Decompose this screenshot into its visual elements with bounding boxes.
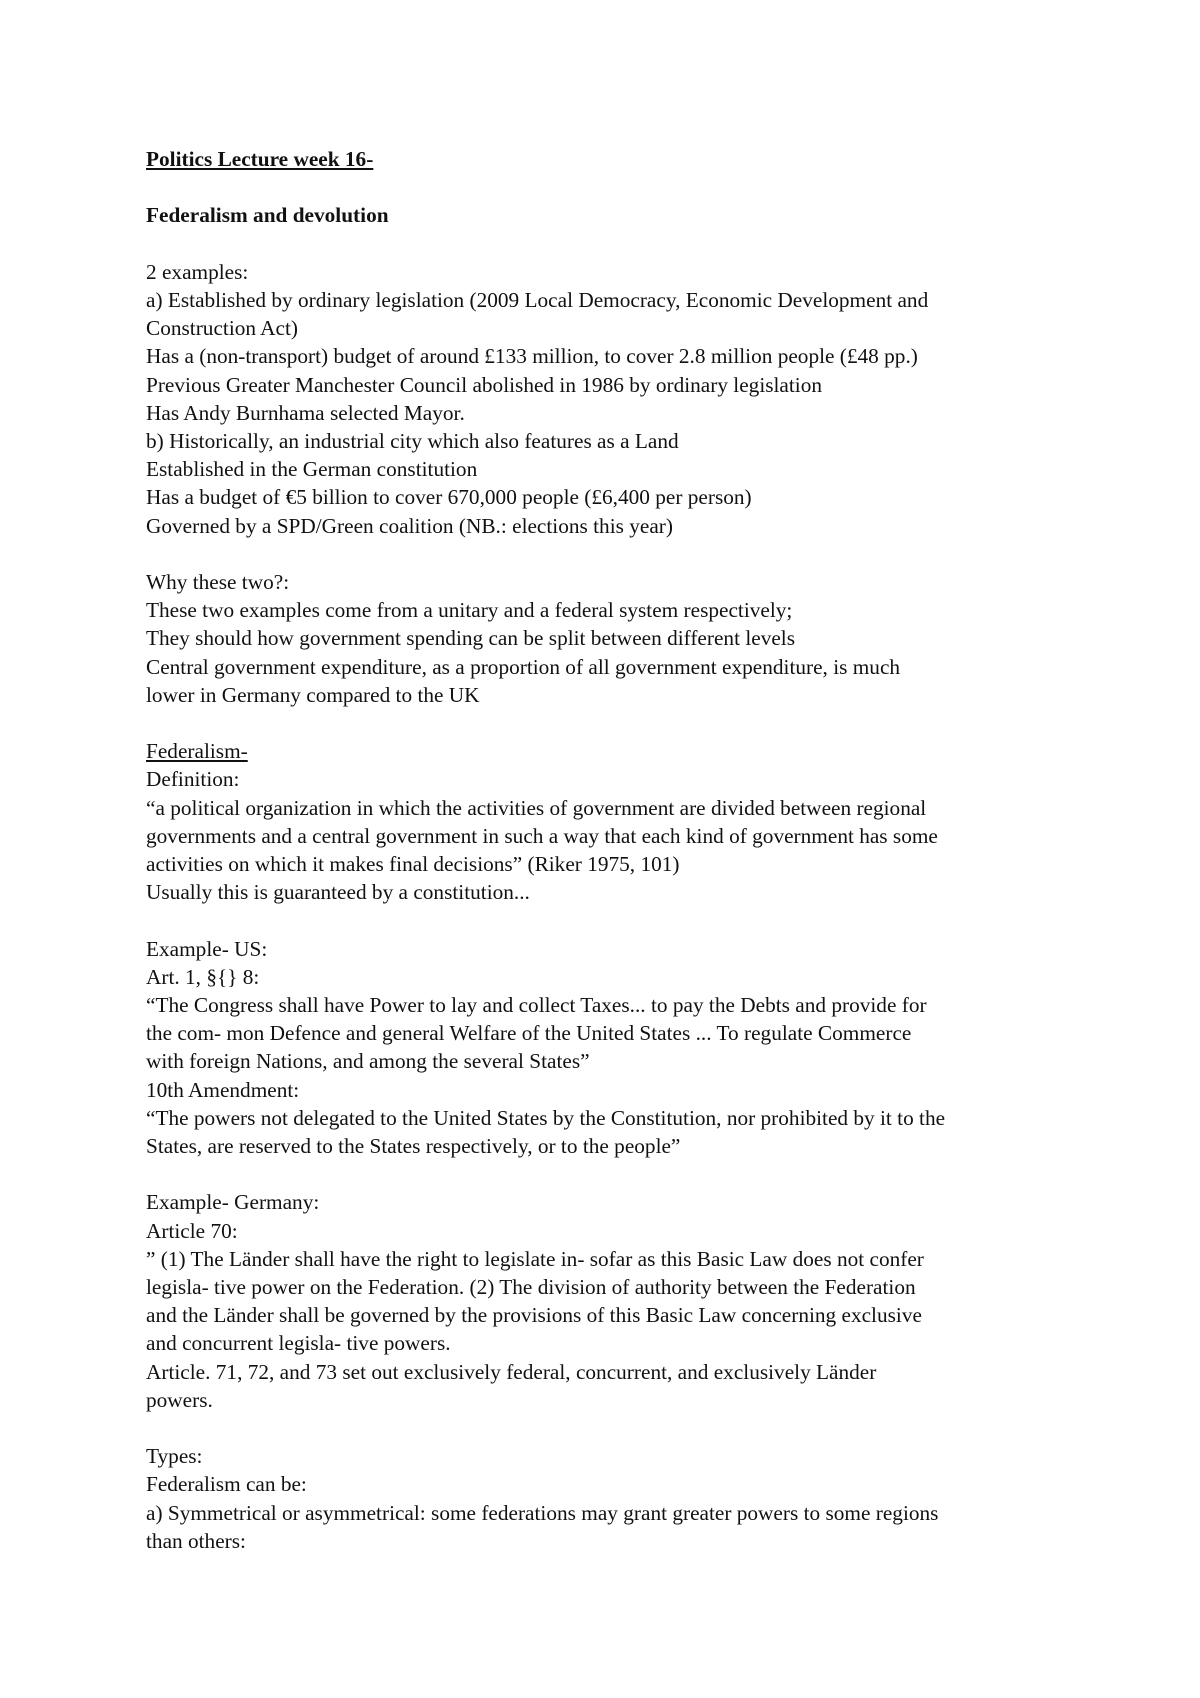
section-heading: Federalism and devolution: [146, 203, 389, 228]
example-a-line: Has a (non-transport) budget of around £133 million, to cover 2.8 million people (£48 pp.): [146, 344, 918, 369]
blank-line: [146, 906, 1106, 934]
germany-article-line: and the Länder shall be governed by the provisions of this Basic Law concerning exclusive: [146, 1303, 922, 1328]
germany-article-line: powers.: [146, 1387, 213, 1412]
us-heading: Example- US:: [146, 936, 268, 961]
us-amendment-line: States, are reserved to the States respectively, or to the people”: [146, 1134, 681, 1159]
why-line: Central government expenditure, as a proportion of all government expenditure, is much: [146, 654, 901, 679]
blank-line: [146, 230, 1106, 258]
types-line: than others:: [146, 1528, 246, 1553]
example-b-line: Has a budget of €5 billion to cover 670,000 people (£6,400 per person): [146, 485, 752, 510]
germany-article-line: legisla- tive power on the Federation. (2) The division of authority between the Federation: [146, 1275, 916, 1300]
why-line: These two examples come from a unitary and a federal system respectively;: [146, 598, 793, 623]
blank-line: [146, 1160, 1106, 1188]
blank-line: [146, 1414, 1106, 1442]
definition-line: Usually this is guaranteed by a constitution...: [146, 880, 530, 905]
germany-heading: Example- Germany:: [146, 1190, 320, 1215]
blank-line: [146, 709, 1106, 737]
document-title: Politics Lecture week 16-: [146, 147, 374, 171]
why-line: lower in Germany compared to the UK: [146, 682, 480, 707]
blank-line: [146, 540, 1106, 568]
us-article-line: the com- mon Defence and general Welfare of the United States ... To regulate Commerce: [146, 1021, 912, 1046]
germany-article-line: ” (1) The Länder shall have the right to legislate in- sofar as this Basic Law does not confer: [146, 1246, 924, 1271]
definition-line: governments and a central government in such a way that each kind of government has some: [146, 823, 938, 848]
types-heading: Types:: [146, 1444, 203, 1469]
example-b-line: Governed by a SPD/Green coalition (NB.: elections this year): [146, 513, 673, 538]
example-a-line: a) Established by ordinary legislation (2009 Local Democracy, Economic Development and: [146, 287, 929, 312]
examples-intro: 2 examples:: [146, 259, 249, 284]
us-article: Art. 1, §{} 8:: [146, 964, 260, 989]
example-a-line: Previous Greater Manchester Council abolished in 1986 by ordinary legislation: [146, 372, 823, 397]
example-a-line: Has Andy Burnhama selected Mayor.: [146, 400, 465, 425]
types-line: a) Symmetrical or asymmetrical: some federations may grant greater powers to some regions: [146, 1500, 939, 1525]
example-b-line: Established in the German constitution: [146, 457, 478, 482]
definition-line: “a political organization in which the activities of government are divided between regional: [146, 795, 927, 820]
definition-line: activities on which it makes final decisions” (Riker 1975, 101): [146, 852, 680, 877]
germany-article-line: and concurrent legisla- tive powers.: [146, 1331, 451, 1356]
example-a-line: Construction Act): [146, 316, 299, 341]
us-amendment-line: “The powers not delegated to the United States by the Constitution, nor prohibited by it to the: [146, 1105, 946, 1130]
us-article-line: with foreign Nations, and among the several States”: [146, 1049, 590, 1074]
why-line: They should how government spending can be split between different levels: [146, 626, 795, 651]
us-amendment: 10th Amendment:: [146, 1077, 300, 1102]
germany-article-line: Article. 71, 72, and 73 set out exclusively federal, concurrent, and exclusively Länder: [146, 1359, 877, 1384]
germany-article: Article 70:: [146, 1218, 238, 1243]
federalism-heading: Federalism-: [146, 739, 248, 764]
types-intro: Federalism can be:: [146, 1472, 307, 1497]
blank-line: [146, 173, 1106, 201]
us-article-line: “The Congress shall have Power to lay and collect Taxes... to pay the Debts and provide for: [146, 993, 927, 1018]
why-heading: Why these two?:: [146, 570, 290, 594]
definition-label: Definition:: [146, 767, 240, 792]
document-page: [146, 145, 1106, 1555]
example-b-line: b) Historically, an industrial city which also features as a Land: [146, 429, 679, 453]
